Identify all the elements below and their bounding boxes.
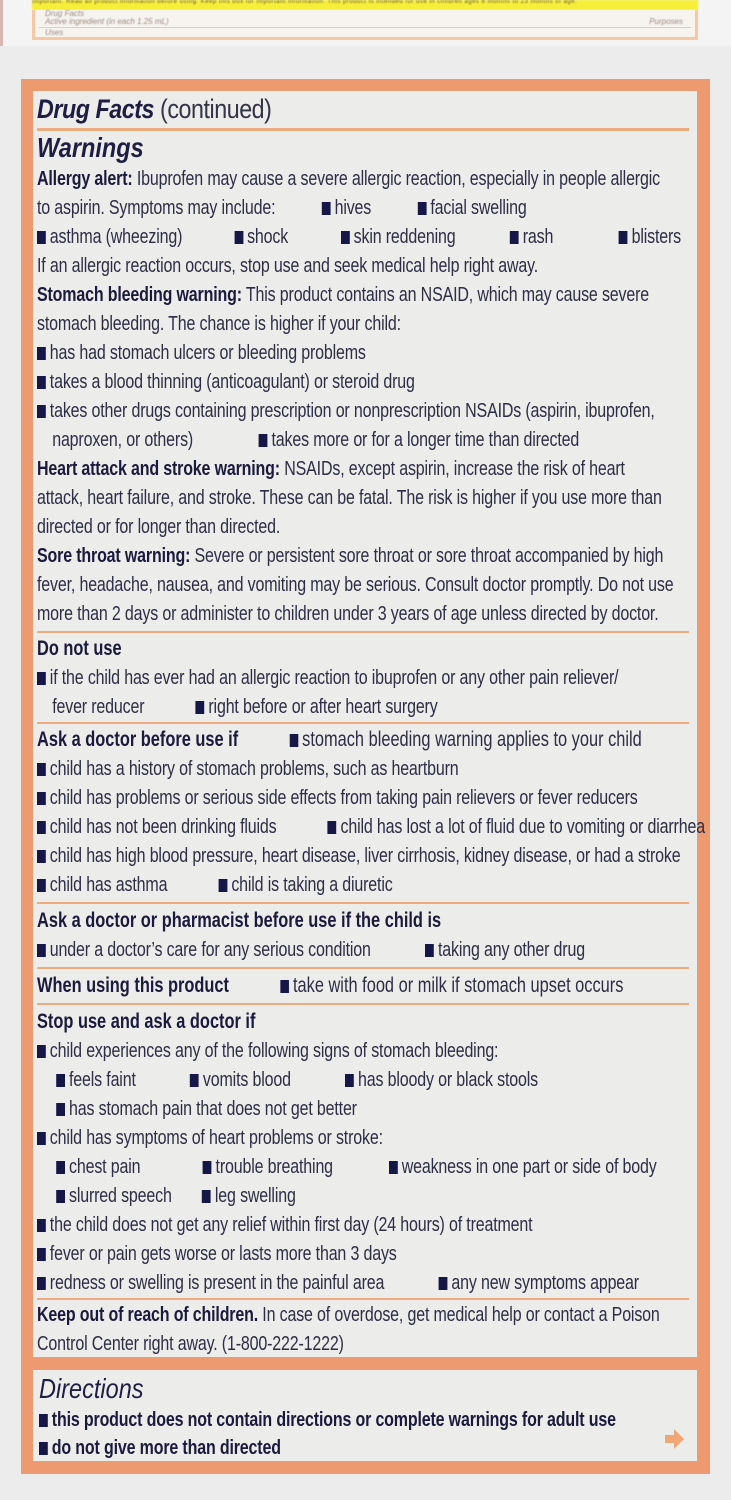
bullet-icon (341, 231, 350, 244)
bullet-icon (37, 1045, 46, 1058)
do-not-use-heading: Do not use (37, 637, 122, 660)
symptom: shock (247, 226, 289, 248)
list-item (37, 1211, 559, 1240)
when-using-heading (37, 971, 624, 1001)
bullet-icon (234, 231, 243, 244)
bullet-icon (619, 231, 628, 244)
heading-text: When using this product (37, 974, 230, 997)
bullet-icon (56, 1103, 65, 1116)
symptom: asthma (wheezing) (49, 226, 183, 248)
bullet-icon (219, 879, 228, 892)
item-text: takes other drugs containing prescription or nonprescription NSAIDs (aspirin, ibuprofen, (49, 400, 655, 422)
heading-text: Ask a doctor before use if (37, 728, 239, 751)
item-text: weakness in one part or side of body (401, 1156, 657, 1178)
bullet-icon (56, 1074, 65, 1087)
item-text: stomach bleeding warning applies to your child (302, 728, 642, 751)
item-text: child has high blood pressure, heart disease, liver cirrhosis, kidney disease, or had a stroke (49, 845, 681, 867)
bullet-icon (322, 202, 331, 215)
item-text: taking any other drug (437, 939, 585, 961)
item-text: under a doctor’s care for any serious condition (49, 939, 371, 961)
item-text: child has symptoms of heart problems or stroke: (49, 1127, 383, 1149)
heart-warning-line (37, 455, 625, 484)
bullet-icon (389, 1161, 398, 1174)
ask-pharmacist-heading: Ask a doctor or pharmacist before use if the child is (37, 909, 442, 932)
heart-line-2: attack, heart failure, and stroke. These can be fatal. The risk is higher if you use more than (37, 487, 662, 509)
bullet-icon (425, 944, 434, 957)
bullet-icon (39, 1442, 48, 1455)
list-item (37, 871, 559, 900)
item-text: chest pain (69, 1156, 141, 1178)
item-text: child has a history of stomach problems, such as heartburn (49, 758, 459, 780)
item-text: if the child has ever had an allergic reaction to ibuprofen or any other pain reliever/ (49, 667, 619, 689)
symptom: facial swelling (430, 197, 527, 219)
title-suffix: (continued) (160, 94, 272, 124)
divider (37, 722, 689, 724)
sore-throat-line-3: more than 2 days or administer to children under 3 years of age unless directed by doctor. (37, 603, 659, 625)
bullet-icon (37, 1219, 46, 1232)
sore-throat-warning-line (37, 542, 664, 571)
stomach-warning-line (37, 281, 650, 310)
bullet-icon (37, 879, 46, 892)
list-item (37, 936, 585, 965)
item-text: child has problems or serious side effects from taking pain relievers or fever reducers (49, 787, 638, 809)
list-item (37, 339, 559, 368)
keep-out-line (37, 1301, 660, 1330)
bullet-icon (37, 376, 46, 389)
item-text: fever reducer (52, 696, 145, 718)
list-item (39, 1434, 559, 1462)
divider (37, 902, 689, 904)
list-item (37, 784, 638, 813)
bullet-icon (56, 1190, 65, 1203)
allergy-line-4: If an allergic reaction occurs, stop use and seek medical help right away. (37, 255, 539, 277)
allergy-label: Allergy alert: (37, 168, 133, 190)
item-text: takes a blood thinning (anticoagulant) or steroid drug (49, 371, 415, 393)
bullet-icon (37, 672, 46, 685)
drug-facts-panel (21, 79, 710, 1474)
item-text: feels faint (69, 1069, 136, 1091)
list-item (37, 1124, 559, 1153)
bullet-icon (39, 1414, 48, 1427)
divider (39, 27, 691, 28)
symptom: skin reddening (353, 226, 456, 248)
list-item (37, 1066, 559, 1095)
mini-purposes: Purposes (649, 17, 683, 26)
item-text: child is taking a diuretic (231, 874, 393, 896)
bullet-icon (345, 1074, 354, 1087)
heart-text: NSAIDs, except aspirin, increase the risk of heart (284, 458, 625, 480)
allergy-text: Ibuprofen may cause a severe allergic reaction, especially in people allergic (136, 168, 660, 190)
bullet-icon (37, 792, 46, 805)
bullet-icon (280, 980, 289, 993)
heart-label: Heart attack and stroke warning: (37, 458, 280, 480)
bullet-icon (290, 734, 299, 747)
mini-active-ingredient: Active ingredient (in each 1.25 mL) (45, 17, 169, 26)
bullet-icon (37, 347, 46, 360)
list-item (37, 1153, 657, 1182)
bullet-icon (37, 231, 46, 244)
stomach-text: This product contains an NSAID, which may cause severe (245, 284, 650, 306)
list-item (37, 664, 619, 693)
item-text: the child does not get any relief within first day (24 hours) of treatment (49, 1214, 533, 1236)
bullet-icon (259, 434, 268, 447)
bullet-icon (196, 701, 205, 714)
item-text: takes more or for a longer time than directed (271, 429, 580, 451)
bullet-icon (418, 202, 427, 215)
symptom: blisters (631, 226, 681, 248)
mini-uses: Uses (45, 28, 64, 37)
stomach-line-2: stomach bleeding. The chance is higher if your child: (37, 313, 401, 335)
list-item (37, 368, 559, 397)
bullet-icon (37, 1277, 46, 1290)
list-item (37, 755, 559, 784)
allergy-symptoms-line (37, 223, 681, 252)
item-text: child has lost a lot of fluid due to vomiting or diarrhea (340, 816, 705, 838)
keep-out-text: In case of overdose, get medical help or contact a Poison (262, 1304, 660, 1326)
warnings-heading: Warnings (37, 132, 144, 163)
item-text: has stomach pain that does not get better (69, 1098, 357, 1120)
page-title (37, 91, 598, 126)
divider (37, 631, 689, 633)
ask-doctor-heading (37, 725, 642, 755)
allergy-line-2 (37, 194, 559, 223)
item-text: has bloody or black stools (358, 1069, 538, 1091)
item-text: right before or after heart surgery (208, 696, 438, 718)
list-item (37, 1269, 639, 1298)
bullet-icon (37, 405, 46, 418)
heart-line-3: directed or for longer than directed. (37, 516, 281, 538)
list-item (37, 426, 580, 455)
previous-drug-facts-panel (32, 10, 698, 40)
item-text: child has not been drinking fluids (49, 816, 277, 838)
sore-throat-label: Sore throat warning: (37, 545, 191, 567)
item-text: redness or swelling is present in the painful area (49, 1272, 385, 1294)
divider (37, 1003, 689, 1005)
item-text: naproxen, or others) (52, 429, 194, 451)
item-text: child has asthma (49, 874, 168, 896)
item-text: any new symptoms appear (451, 1272, 639, 1294)
item-text: fever or pain gets worse or lasts more than 3 days (49, 1243, 397, 1265)
list-item (39, 1406, 616, 1434)
item-text: take with food or milk if stomach upset occurs (292, 974, 624, 997)
item-text: leg swelling (214, 1185, 296, 1207)
symptom: rash (522, 226, 554, 248)
item-text: trouble breathing (215, 1156, 333, 1178)
bullet-icon (203, 1161, 212, 1174)
symptom: hives (334, 197, 372, 219)
arrow-right-icon (665, 1428, 685, 1450)
important-banner: Important: Read all product information before using. Keep this box for important information. This product is intended for use in children ages 6 months to 23 months of age. (32, 0, 698, 10)
bullet-icon (37, 821, 46, 834)
item-text: has had stomach ulcers or bleeding problems (49, 342, 366, 364)
bullet-icon (37, 763, 46, 776)
list-item (37, 1182, 559, 1211)
allergy-alert-line (37, 165, 660, 194)
bullet-icon (439, 1277, 448, 1290)
item-text: slurred speech (69, 1185, 172, 1207)
bullet-icon (37, 1248, 46, 1261)
bullet-icon (37, 944, 46, 957)
list-item (37, 813, 705, 842)
drug-facts-body (33, 91, 705, 1357)
list-item (37, 397, 655, 426)
bullet-icon (328, 821, 337, 834)
sore-throat-line-2: fever, headache, nausea, and vomiting may be serious. Consult doctor promptly. Do not use (37, 574, 674, 596)
bullet-icon (37, 850, 46, 863)
bullet-icon (56, 1161, 65, 1174)
stop-use-heading: Stop use and ask a doctor if (37, 1010, 256, 1033)
keep-out-label: Keep out of reach of children. (37, 1304, 259, 1326)
bullet-icon (37, 1132, 46, 1145)
item-text: vomits blood (202, 1069, 291, 1091)
directions-panel (33, 1370, 697, 1461)
box-edge (0, 0, 3, 46)
bullet-icon (202, 1190, 211, 1203)
previous-panel-strip (0, 0, 731, 46)
divider (37, 967, 689, 969)
mini-header: Drug Facts (45, 9, 85, 18)
list-item (37, 1037, 559, 1066)
bullet-icon (510, 231, 519, 244)
list-item (37, 1095, 559, 1124)
allergy-text-2: to aspirin. Symptoms may include: (37, 197, 276, 219)
item-text: do not give more than directed (51, 1437, 281, 1459)
title-main: Drug Facts (37, 94, 154, 124)
list-item (37, 1240, 559, 1269)
keep-out-line-2: Control Center right away. (1-800-222-1222) (37, 1333, 344, 1355)
item-text: this product does not contain directions or complete warnings for adult use (51, 1409, 616, 1431)
sore-throat-text: Severe or persistent sore throat or sore throat accompanied by high (194, 545, 664, 567)
directions-heading: Directions (39, 1373, 144, 1404)
stomach-label: Stomach bleeding warning: (37, 284, 242, 306)
bullet-icon (190, 1074, 199, 1087)
item-text: child experiences any of the following signs of stomach bleeding: (49, 1040, 499, 1062)
list-item (37, 842, 681, 871)
list-item (37, 693, 559, 722)
divider (37, 1298, 689, 1300)
